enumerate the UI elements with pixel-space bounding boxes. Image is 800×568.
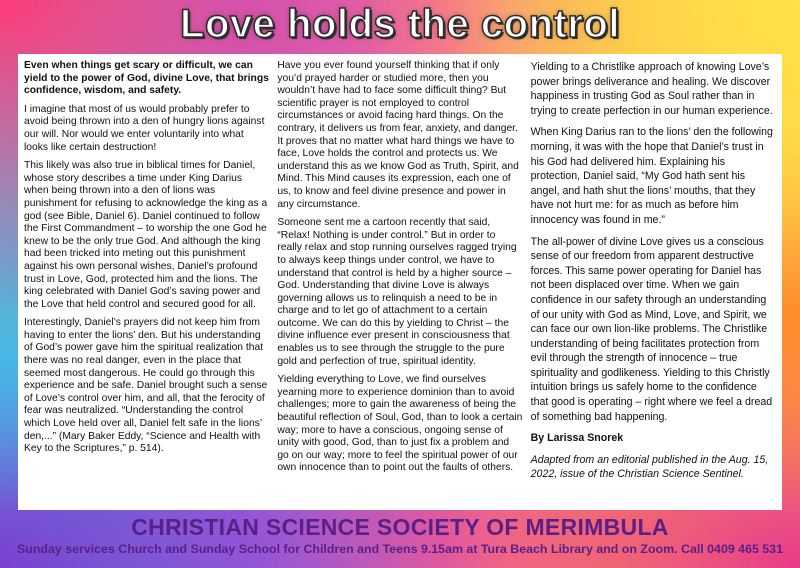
article-column-2 <box>277 60 522 510</box>
page-title: Love holds the control <box>180 2 620 46</box>
paragraph: This likely was also true in biblical times for Daniel, whose story describes a time under King Darius when being thrown into a den of lions was punishment for refusing to acknowledge the king as a god (see Bible, Daniel 6). Daniel continued to follow the First Commandment – to worship the one God he knew to be the only true God. And although the king had been tricked into meting out this punishment against his own personal wishes, Daniel’s profound trust in Love, God, protected him and the lions. The king celebrated with Daniel God’s saving power and the Love that held control and secured good for all. <box>24 160 268 310</box>
paragraph: Yielding everything to Love, we find ourselves yearning more to experience dominion than to avoid challenges; more to gain the awareness of being the beautiful reflection of Soul, God, than to look a certain way; more to have a conscious, ongoing sense of unity with good, God, than to just fix a problem and go on our way; more to feel the spiritual power of our own innocence than to point out the faults of others. <box>277 374 523 474</box>
paragraph: I imagine that most of us would probably prefer to avoid being thrown into a den of hungry lions against our will. Nor would we enter voluntarily into what looks like certain destruction! <box>24 103 265 153</box>
services-info: Sunday services Church and Sunday School for Children and Teens 9.15am at Tura Beach Library and on Zoom. Call 0409 465 531 <box>17 542 783 556</box>
author-byline: By Larissa Snorek <box>530 432 624 445</box>
article-column-3 <box>531 60 776 510</box>
paragraph: Someone sent me a cartoon recently that said, “Relax! Nothing is under control.” But in order to really relax and stop running ourselves ragged trying to always keep things under control, we have to understand that control is held by a higher source – God. Understanding that divine Love is always governing allows us to relinquish a need to be in charge and to let go of attachment to a certain outcome. We can do this by yielding to Christ – the divine influence ever present in consciousness that enables us to see through the struggle to the pure gold and perfection of true, spiritual identity. <box>277 217 517 367</box>
article-column-1 <box>24 60 269 510</box>
paragraph: Yielding to a Christlike approach of knowing Love’s power brings deliverance and healing. We discover happiness in trusting God as Soul rather than in trying to create perfection in our human experience. <box>530 61 773 117</box>
paragraph: When King Darius ran to the lions’ den the following morning, it was with the hope that Daniel’s trust in his God had delivered him. Explaining his protection, Daniel said, “My God hath sent his angel, and hath shut the lions’ mouths, that they have not hurt me: for as much as before him innocency was found in me.” <box>530 126 773 226</box>
lead-paragraph: Even when things get scary or difficult, we can yield to the power of God, divine Love, that brings confidence, wisdom, and safety. <box>24 60 269 97</box>
paragraph: Have you ever found yourself thinking that if only you’d prayed harder or studied more, then you wouldn’t have had to face some difficult thing? But scientific prayer is not employed to control circumstances or avoid facing hard things. On the contrary, it delivers us from fear, anxiety, and danger. It proves that no matter what hard things we have to face, Love holds the control and protects us. We understand this as we know God as Truth, Spirit, and Mind. This Mind causes its expression, each one of us, to know and feel divine presence and power in any circumstance. <box>277 60 519 210</box>
paragraph: Interestingly, Daniel’s prayers did not keep him from having to enter the lions’ den. But his understanding of God’s power gave him the spiritual realization that there was no real danger, even in the place that seemed most dangerous. He could go through this experience and be safe. Daniel brought such a sense of Love’s control over him, and all, that the ferocity of fear was neutralized. “Understanding the control which Love held over all, Daniel felt safe in the lions’ den,...” (Mary Baker Eddy, “Science and Health with Key to the Scriptures,” p. 514). <box>24 317 268 455</box>
society-name: CHRISTIAN SCIENCE SOCIETY OF MERIMBULA <box>131 514 669 540</box>
paragraph: The all-power of divine Love gives us a conscious sense of our freedom from apparent destructive forces. This same power operating for Daniel has not been displaced over time. When we gain confidence in our safety through an understanding of our unity with God as Mind, Love, and Spirit, we can face our own lion-like problems. The Christlike understanding of being facilitates protection from evil through the strength of innocence – true spirituality and godlikeness. Yielding to this Christly intuition brings us safely home to the confidence that good is operating – right where we feel a dread of something bad happening. <box>530 235 773 423</box>
source-credit: Adapted from an editorial published in the Aug. 15, 2022, issue of the Christian Science Sentinel. <box>530 453 769 481</box>
article-panel <box>18 54 782 510</box>
